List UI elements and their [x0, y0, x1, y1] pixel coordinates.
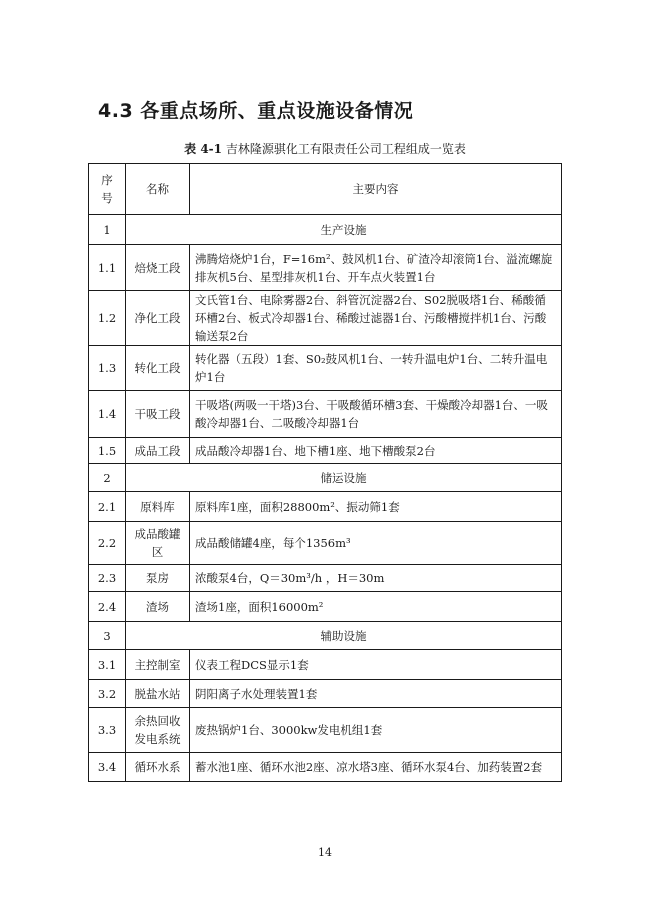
item-number: 2.2: [89, 522, 126, 565]
item-number: 3.3: [89, 708, 126, 753]
header-cell-content: 主要内容: [190, 164, 562, 215]
section-heading: 4.3 各重点场所、重点设施设备情况: [98, 100, 414, 122]
table-row: [89, 680, 562, 708]
item-name: 净化工段: [126, 291, 190, 346]
item-content: 沸腾焙烧炉1台，F=16m²、鼓风机1台、矿渣冷却滚筒1台、溢流螺旋排灰机5台、星型排灰机1台、开车点火装置1台: [190, 245, 562, 291]
item-name: 成品工段: [126, 438, 190, 464]
item-content: 废热锅炉1台、3000kw发电机组1套: [190, 708, 562, 753]
engineering-composition-table: [88, 163, 562, 782]
item-name: 主控制室: [126, 650, 190, 680]
table-row: [89, 650, 562, 680]
item-number: 2.3: [89, 565, 126, 592]
table-row: [89, 438, 562, 464]
table-caption: [0, 140, 650, 157]
table-section-row: [89, 215, 562, 245]
item-content: 蓄水池1座、循环水池2座、凉水塔3座、循环水泵4台、加药装置2套: [190, 753, 562, 782]
item-number: 2.1: [89, 492, 126, 522]
table-row: [89, 708, 562, 753]
item-content: 成品酸冷却器1台、地下槽1座、地下槽酸泵2台: [190, 438, 562, 464]
item-content: 成品酸储罐4座，每个1356m³: [190, 522, 562, 565]
item-name: 循环水系: [126, 753, 190, 782]
item-content: 浓酸泵4台，Q＝30m³/h ，H＝30m: [190, 565, 562, 592]
item-number: 1.3: [89, 346, 126, 391]
item-content: 原料库1座，面积28800m²、振动筛1套: [190, 492, 562, 522]
item-number: 1.2: [89, 291, 126, 346]
section-number: 3: [89, 622, 126, 650]
table-section-row: [89, 464, 562, 492]
section-number: 2: [89, 464, 126, 492]
header-cell-num: 序号: [89, 164, 126, 215]
item-content: 仪表工程DCS显示1套: [190, 650, 562, 680]
item-number: 3.2: [89, 680, 126, 708]
item-number: 1.1: [89, 245, 126, 291]
section-title: 储运设施: [126, 464, 562, 492]
item-name: 原料库: [126, 492, 190, 522]
section-title: 生产设施: [126, 215, 562, 245]
item-name: 焙烧工段: [126, 245, 190, 291]
section-title: 辅助设施: [126, 622, 562, 650]
table-row: [89, 592, 562, 622]
item-number: 2.4: [89, 592, 126, 622]
item-name: 成品酸罐区: [126, 522, 190, 565]
item-number: 1.5: [89, 438, 126, 464]
table-caption-number: 表 4-1: [184, 142, 222, 156]
item-content: 渣场1座，面积16000m²: [190, 592, 562, 622]
item-content: 阴阳离子水处理装置1套: [190, 680, 562, 708]
table-row: [89, 753, 562, 782]
table-row: [89, 245, 562, 291]
table-row: [89, 565, 562, 592]
header-cell-name: 名称: [126, 164, 190, 215]
section-number: 1: [89, 215, 126, 245]
item-number: 3.4: [89, 753, 126, 782]
table-row: [89, 522, 562, 565]
table-caption-title: 吉林隆源骐化工有限责任公司工程组成一览表: [225, 142, 466, 156]
table-row: [89, 346, 562, 391]
page-number: 14: [318, 846, 332, 859]
item-name: 干吸工段: [126, 391, 190, 438]
item-content: 干吸塔(两吸一干塔)3台、干吸酸循环槽3套、干燥酸冷却器1台、一吸酸冷却器1台、二吸酸冷却器1台: [190, 391, 562, 438]
item-content: 转化器（五段）1套、S0₂鼓风机1台、一转升温电炉1台、二转升温电炉1台: [190, 346, 562, 391]
table-row: [89, 291, 562, 346]
item-name: 转化工段: [126, 346, 190, 391]
item-name: 余热回收发电系统: [126, 708, 190, 753]
item-name: 渣场: [126, 592, 190, 622]
table-header-row: [89, 164, 562, 215]
item-number: 1.4: [89, 391, 126, 438]
item-name: 泵房: [126, 565, 190, 592]
item-name: 脱盐水站: [126, 680, 190, 708]
item-number: 3.1: [89, 650, 126, 680]
item-content: 文氏管1台、电除雾器2台、斜管沉淀器2台、S02脱吸塔1台、稀酸循环槽2台、板式冷却器1台、稀酸过滤器1台、污酸槽搅拌机1台、污酸输送泵2台: [190, 291, 562, 346]
table-row: [89, 492, 562, 522]
table-section-row: [89, 622, 562, 650]
table-row: [89, 391, 562, 438]
